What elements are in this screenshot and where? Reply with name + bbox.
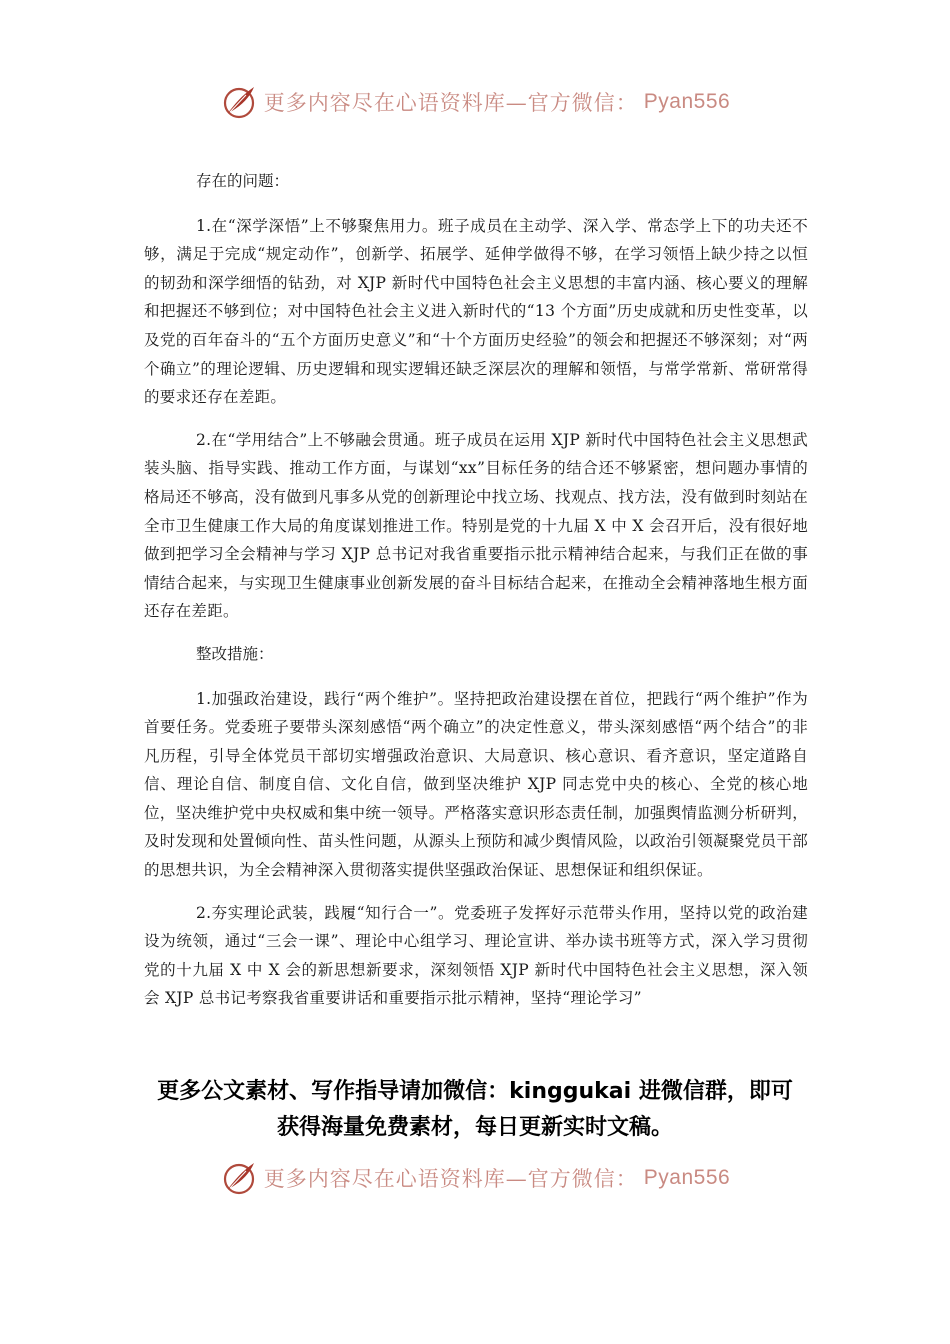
watermark-wechat-id: Pyan556 bbox=[643, 1166, 731, 1189]
watermark-footer bbox=[0, 1156, 950, 1200]
promo-banner bbox=[0, 1074, 950, 1146]
feather-pen-logo-icon bbox=[220, 83, 258, 121]
watermark-text: 更多内容尽在心语资料库—官方微信： bbox=[263, 91, 638, 115]
watermark-wechat-id: Pyan556 bbox=[643, 90, 731, 113]
paragraph: 1.在“深学深悟”上不够聚焦用力。班子成员在主动学、深入学、常态学上下的功夫还不够，满足于完成“规定动作”，创新学、拓展学、延伸学做得不够，在学习领悟上缺少持之以恒的韧劲和深学细悟的钻劲，对 XJP 新时代中国特色社会主义思想的丰富内涵、核心要义的理解和把握还不够到位；对中国特色社会主义进入新时代的“13 个方面”历史成就和历史性变革，以及党的百年奋斗的“五个方面历史意义”和“十个方面历史经验”的领会和把握还不够深刻；对“两个确立”的理论逻辑、历史逻辑和现实逻辑还缺乏深层次的理解和领悟，与常学常新、常研常得的要求还存在差距。 bbox=[144, 216, 808, 407]
paragraph: 2.在“学用结合”上不够融会贯通。班子成员在运用 XJP 新时代中国特色社会主义思想武装头脑、指导实践、推动工作方面，与谋划“xx”目标任务的结合还不够紧密，想问题办事情的格局还不够高，没有做到凡事多从党的创新理论中找立场、找观点、找方法，没有做到时刻站在全市卫生健康工作大局的角度谋划推进工作。特别是党的十九届 X 中 X 会召开后，没有很好地做到把学习全会精神与学习 XJP 总书记对我省重要指示批示精神结合起来，与我们正在做的事情结合起来，与实现卫生健康事业创新发展的奋斗目标结合起来，在推动全会精神落地生根方面还存在差距。 bbox=[144, 430, 808, 621]
section-heading-problems: 存在的问题： bbox=[196, 172, 290, 190]
document-body bbox=[144, 167, 808, 1027]
paragraph: 1.加强政治建设，践行“两个维护”。坚持把政治建设摆在首位，把践行“两个维护”作为首要任务。党委班子要带头深刻感悟“两个确立”的决定性意义，带头深刻感悟“两个结合”的非凡历程，引导全体党员干部切实增强政治意识、大局意识、核心意识、看齐意识，坚定道路自信、理论自信、制度自信、文化自信，做到坚决维护 XJP 同志党中央的核心、全党的核心地位，坚决维护党中央权威和集中统一领导。严格落实意识形态责任制，加强舆情监测分析研判，及时发现和处置倾向性、苗头性问题，从源头上预防和减少舆情风险，以政治引领凝聚党员干部的思想共识，为全会精神深入贯彻落实提供坚强政治保证、思想保证和组织保证。 bbox=[144, 689, 808, 880]
paragraph: 2.夯实理论武装，践履“知行合一”。党委班子发挥好示范带头作用，坚持以党的政治建设为统领，通过“三会一课”、理论中心组学习、理论宣讲、举办读书班等方式，深入学习贯彻党的十九届 X 中 X 会的新思想新要求，深刻领悟 XJP 新时代中国特色社会主义思想，深入领会 XJP 总书记考察我省重要讲话和重要指示批示精神，坚持“理论学习” bbox=[144, 903, 808, 1008]
promo-line: 更多公文素材、写作指导请加微信：kinggukai 进微信群，即可 bbox=[157, 1079, 793, 1104]
promo-line: 获得海量免费素材，每日更新实时文稿。 bbox=[276, 1115, 673, 1140]
watermark-header bbox=[0, 80, 950, 124]
watermark-text: 更多内容尽在心语资料库—官方微信： bbox=[263, 1167, 638, 1191]
feather-pen-logo-icon bbox=[220, 1159, 258, 1197]
section-heading-measures: 整改措施： bbox=[196, 644, 274, 663]
